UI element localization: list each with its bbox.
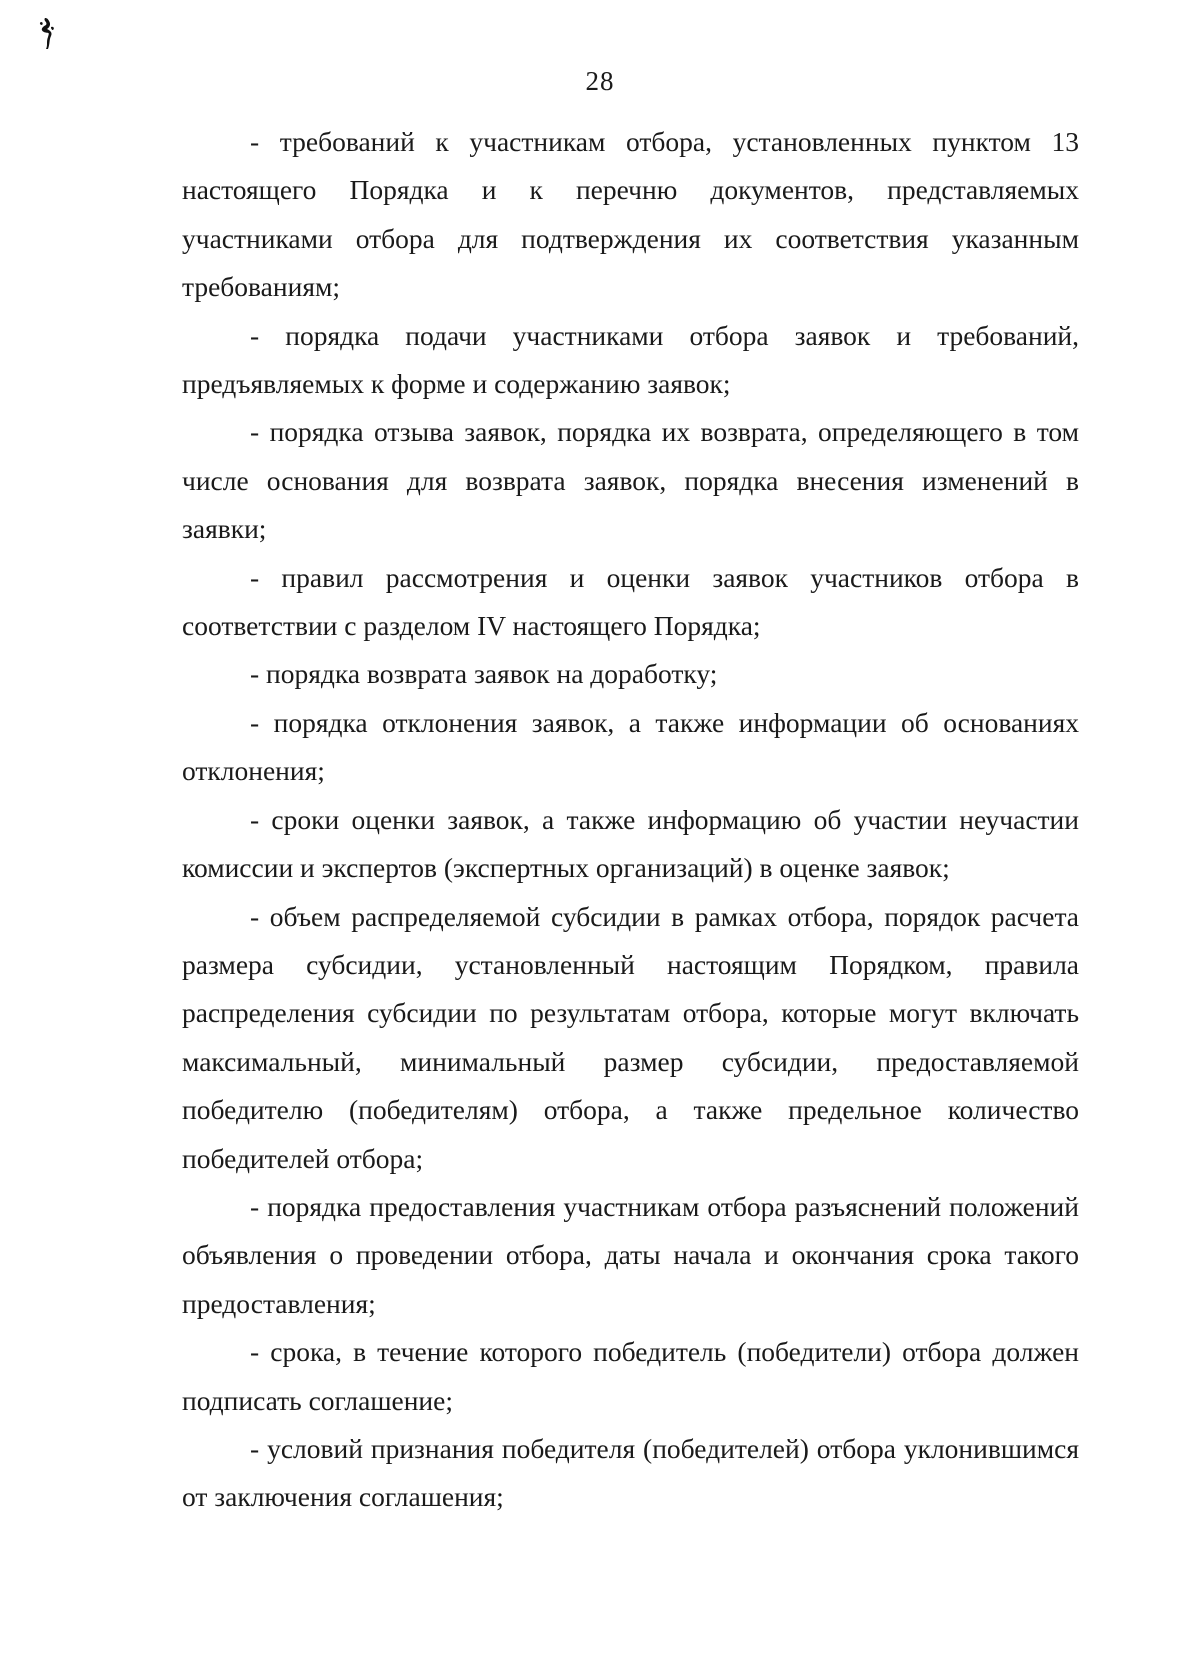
list-item-paragraph: - порядка отзыва заявок, порядка их возврата, определяющего в том числе основания для возврата заявок, порядка внесения изменений в заявки; — [182, 416, 1079, 545]
list-item-paragraph: - порядка возврата заявок на доработку; — [250, 658, 718, 690]
list-item-paragraph: - порядка подачи участниками отбора заявок и требований, предъявляемых к форме и содержанию заявок; — [182, 319, 1079, 400]
list-item-paragraph: - сроки оценки заявок, а также информацию об участии неучастии комиссии и экспертов (экспертных организаций) в оценке заявок; — [182, 803, 1079, 884]
list-item-paragraph: - условий признания победителя (победителей) отбора уклонившимся от заключения соглашения; — [182, 1432, 1079, 1513]
list-item-paragraph: - требований к участникам отбора, установленных пунктом 13 настоящего Порядка и к перечню документов, представляемых участниками отбора для подтверждения их соответствия указанным требованиям; — [182, 126, 1079, 303]
list-item-paragraph: - срока, в течение которого победитель (победители) отбора должен подписать соглашение; — [182, 1336, 1079, 1416]
list-item-paragraph: - порядка отклонения заявок, а также информации об основаниях отклонения; — [182, 706, 1079, 787]
document-body — [182, 118, 1079, 1522]
page-number: 28 — [585, 66, 615, 96]
list-item-paragraph: - порядка предоставления участникам отбора разъяснений положений объявления о проведении отбора, даты начала и окончания срока такого предоставления; — [182, 1190, 1079, 1319]
list-item-paragraph: - объем распределяемой субсидии в рамках отбора, порядок расчета размера субсидии, установленный настоящим Порядком, правила распределения субсидии по результатам отбора, которые могут включать максимальный, минимальный размер субсидии, предоставляемой победителю (победителям) отбора, а также предельное количество победителей отбора; — [182, 900, 1079, 1174]
list-item-paragraph: - правил рассмотрения и оценки заявок участников отбора в соответствии с разделом IV настоящего Порядка; — [182, 561, 1079, 642]
scan-artifact-mark — [36, 16, 58, 50]
